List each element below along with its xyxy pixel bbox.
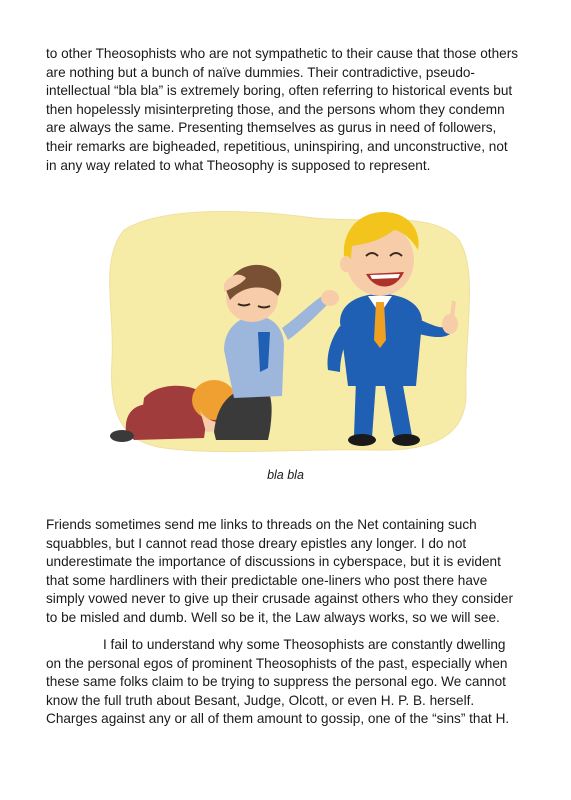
- text-line: are nothing but a bunch of naïve dummies. Their contradictive, pseudo-: [46, 64, 475, 80]
- text-line: in any way related to what Theosophy is supposed to represent.: [46, 157, 431, 173]
- text-line: intellectual “bla bla” is extremely boring, often referring to historical events but: [46, 83, 513, 99]
- paragraph-top: [46, 45, 536, 175]
- text-line: are always the same. Presenting themselves as gurus in need of followers,: [46, 120, 497, 136]
- text-line: I fail to understand why some Theosophists are constantly dwelling: [103, 637, 506, 652]
- text-line: on the personal egos of prominent Theosophists of the past, especially when: [46, 655, 508, 671]
- text-line: these same folks claim to be trying to suppress the personal ego. We cannot: [46, 674, 506, 690]
- text-line: underestimate the importance of discussions in cyberspace, but it is evident: [46, 554, 501, 570]
- paragraph-bottom: [46, 636, 536, 729]
- text-line: simply vowed never to give up their crusade against others who they consider: [46, 591, 513, 607]
- text-line: to other Theosophists who are not sympathetic to their cause that those others: [46, 46, 519, 61]
- paragraph-middle: [46, 516, 536, 628]
- text-line: Charges against any or all of them amount to gossip, one of the “sins” that H.: [46, 711, 510, 727]
- text-line: that some hardliners with their predictable one-liners who post there have: [46, 572, 488, 588]
- text-line: to be misled and dumb. Well so be it, the Law always works, so we will see.: [46, 609, 500, 625]
- text-line: Friends sometimes send me links to threads on the Net containing such: [46, 517, 477, 532]
- figure-caption: bla bla: [267, 468, 304, 482]
- cartoon-illustration: [104, 200, 474, 458]
- text-line: know the full truth about Besant, Judge, Olcott, or even H. P. B. herself.: [46, 692, 475, 708]
- text-line: then hopelessly misinterpreting those, and the persons whom they condemn: [46, 101, 505, 117]
- text-line: squabbles, but I cannot read those dreary epistles any longer. I do not: [46, 535, 467, 551]
- text-line: their remarks are bigheaded, repetitious, uninspiring, and unconstructive, not: [46, 138, 508, 154]
